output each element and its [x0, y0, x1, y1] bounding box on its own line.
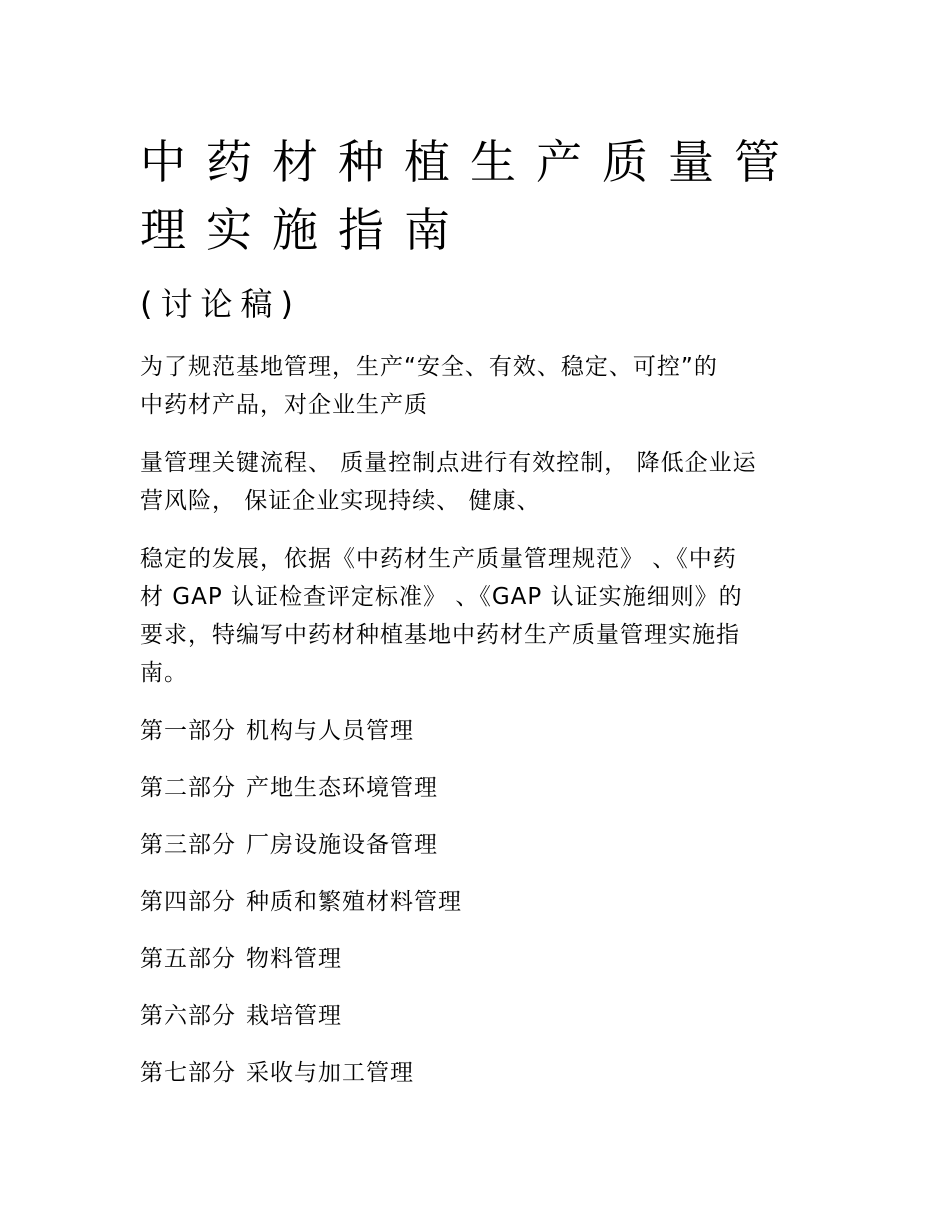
- toc-part-number: 第二部分: [140, 775, 236, 801]
- toc-part-number: 第一部分: [140, 718, 236, 744]
- toc-part-number: 第六部分: [140, 1003, 236, 1029]
- toc-item-part-1: [140, 712, 820, 750]
- paragraph-line: 稳定的发展，依据《中药材生产质量管理规范》 、《中药: [140, 546, 737, 572]
- paragraph-line: 中药材产品，对企业生产质: [140, 392, 428, 418]
- title-line-1: 中药材种植生产质量管: [140, 135, 800, 189]
- toc-part-number: 第五部分: [140, 946, 236, 972]
- toc-part-number: 第四部分: [140, 889, 236, 915]
- toc-part-name: 厂房设施设备管理: [246, 832, 438, 858]
- intro-paragraph-2: [140, 444, 820, 520]
- toc-item-part-7: [140, 1054, 820, 1092]
- paragraph-line: 南。: [140, 660, 188, 686]
- document-subtitle: (讨论稿): [140, 285, 301, 323]
- toc-part-name: 产地生态环境管理: [246, 775, 438, 801]
- toc-part-name: 种质和繁殖材料管理: [246, 889, 462, 915]
- paragraph-line: 材 GAP 认证检查评定标准》 、《GAP 认证实施细则》的: [140, 584, 743, 610]
- toc-part-name: 物料管理: [246, 946, 342, 972]
- document-page: [140, 128, 820, 1111]
- toc-item-part-2: [140, 769, 820, 807]
- toc-part-name: 采收与加工管理: [246, 1060, 414, 1086]
- toc-item-part-5: [140, 940, 820, 978]
- intro-paragraph-1: [140, 348, 820, 424]
- toc-part-number: 第三部分: [140, 832, 236, 858]
- paragraph-line: 要求，特编写中药材种植基地中药材生产质量管理实施指: [140, 622, 740, 648]
- table-of-contents: [140, 712, 820, 1092]
- document-title: [140, 128, 820, 264]
- toc-item-part-4: [140, 883, 820, 921]
- toc-part-name: 栽培管理: [246, 1003, 342, 1029]
- paragraph-line: 为了规范基地管理，生产“安全、有效、稳定、可控”的: [140, 354, 718, 380]
- intro-paragraph-3: [140, 540, 820, 692]
- toc-item-part-6: [140, 997, 820, 1035]
- toc-part-number: 第七部分: [140, 1060, 236, 1086]
- paragraph-line: 量管理关键流程、 质量控制点进行有效控制， 降低企业运: [140, 450, 757, 476]
- toc-part-name: 机构与人员管理: [246, 718, 414, 744]
- title-line-2: 理实施指南: [140, 203, 470, 257]
- toc-item-part-3: [140, 826, 820, 864]
- paragraph-line: 营风险， 保证企业实现持续、 健康、: [140, 488, 541, 514]
